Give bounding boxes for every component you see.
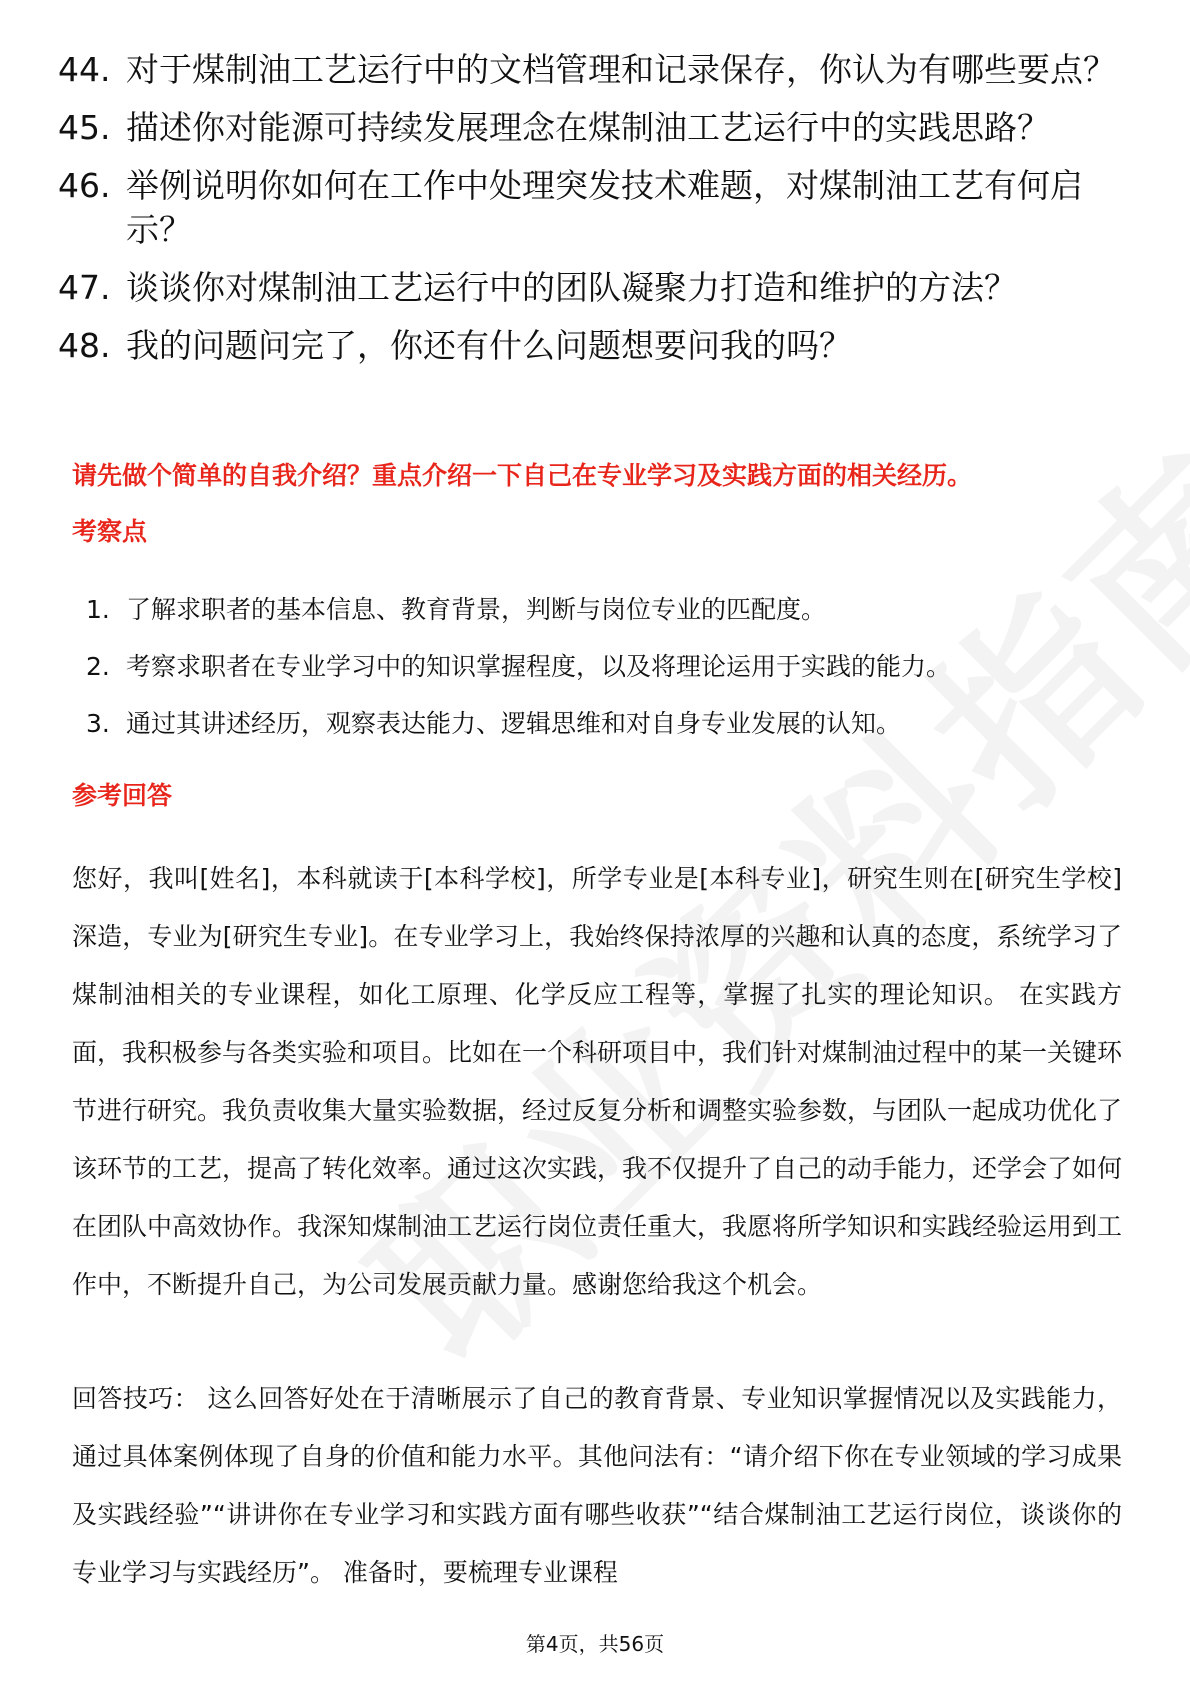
answer-title: 参考回答 xyxy=(72,781,173,810)
question-item xyxy=(58,266,1118,310)
point-item xyxy=(86,706,1126,742)
points-list xyxy=(86,592,1126,763)
question-text: 我的问题问完了，你还有什么问题想要问我的吗？ xyxy=(126,326,852,365)
question-text: 描述你对能源可持续发展理念在煤制油工艺运行中的实践思路？ xyxy=(126,108,1050,147)
question-number: 45. xyxy=(58,108,111,147)
question-number: 47. xyxy=(58,268,111,307)
question-text: 对于煤制油工艺运行中的文档管理和记录保存，你认为有哪些要点？ xyxy=(126,50,1116,89)
points-title: 考察点 xyxy=(72,517,148,546)
point-item xyxy=(86,649,1126,685)
point-text: 了解求职者的基本信息、教育背景，判断与岗位专业的匹配度。 xyxy=(126,595,827,624)
answer-tips: 回答技巧： 这么回答好处在于清晰展示了自己的教育背景、专业知识掌握情况以及实践能力，通过具体案例体现了自身的价值和能力水平。其他问法有：“请介绍下你在专业领域的学习成果及实践经验”“讲讲你在专业学习和实践方面有哪些收获”“结合煤制油工艺运行岗位，谈谈你的专业学习与实践经历”。 准备时，要梳理专业课程 xyxy=(72,1384,1122,1587)
page-footer: 第4页，共56页 xyxy=(525,1632,665,1656)
point-text: 考察求职者在专业学习中的知识掌握程度，以及将理论运用于实践的能力。 xyxy=(126,652,952,681)
interview-question-heading: 请先做个简单的自我介绍？重点介绍一下自己在专业学习及实践方面的相关经历。 xyxy=(72,461,973,490)
point-item xyxy=(86,592,1126,628)
question-number: 46. xyxy=(58,166,111,205)
question-item xyxy=(58,164,1118,252)
question-text: 谈谈你对煤制油工艺运行中的团队凝聚力打造和维护的方法？ xyxy=(126,268,1017,307)
question-number: 48. xyxy=(58,326,111,365)
point-text: 通过其讲述经历，观察表达能力、逻辑思维和对自身专业发展的认知。 xyxy=(126,709,902,738)
question-number: 44. xyxy=(58,50,111,89)
question-item xyxy=(58,106,1118,150)
point-number: 1. xyxy=(86,595,110,624)
question-text: 举例说明你如何在工作中处理突发技术难题，对煤制油工艺有何启示？ xyxy=(126,166,1083,249)
question-list xyxy=(58,48,1118,382)
point-number: 3. xyxy=(86,709,110,738)
point-number: 2. xyxy=(86,652,110,681)
question-item xyxy=(58,48,1118,92)
question-item xyxy=(58,324,1118,368)
reference-answer: 您好，我叫[姓名]，本科就读于[本科学校]，所学专业是[本科专业]，研究生则在[研究生学校]深造，专业为[研究生专业]。在专业学习上，我始终保持浓厚的兴趣和认真的态度，系统学习了煤制油相关的专业课程，如化工原理、化学反应工程等，掌握了扎实的理论知识。 在实践方面，我积极参与各类实验和项目。比如在一个科研项目中，我们针对煤制油过程中的某一关键环节进行研究。我负责收集大量实验数据，经过反复分析和调整实验参数，与团队一起成功优化了该环节的工艺，提高了转化效率。通过这次实践，我不仅提升了自己的动手能力，还学会了如何在团队中高效协作。我深知煤制油工艺运行岗位责任重大，我愿将所学知识和实践经验运用到工作中，不断提升自己，为公司发展贡献力量。感谢您给我这个机会。 xyxy=(72,864,1123,1299)
